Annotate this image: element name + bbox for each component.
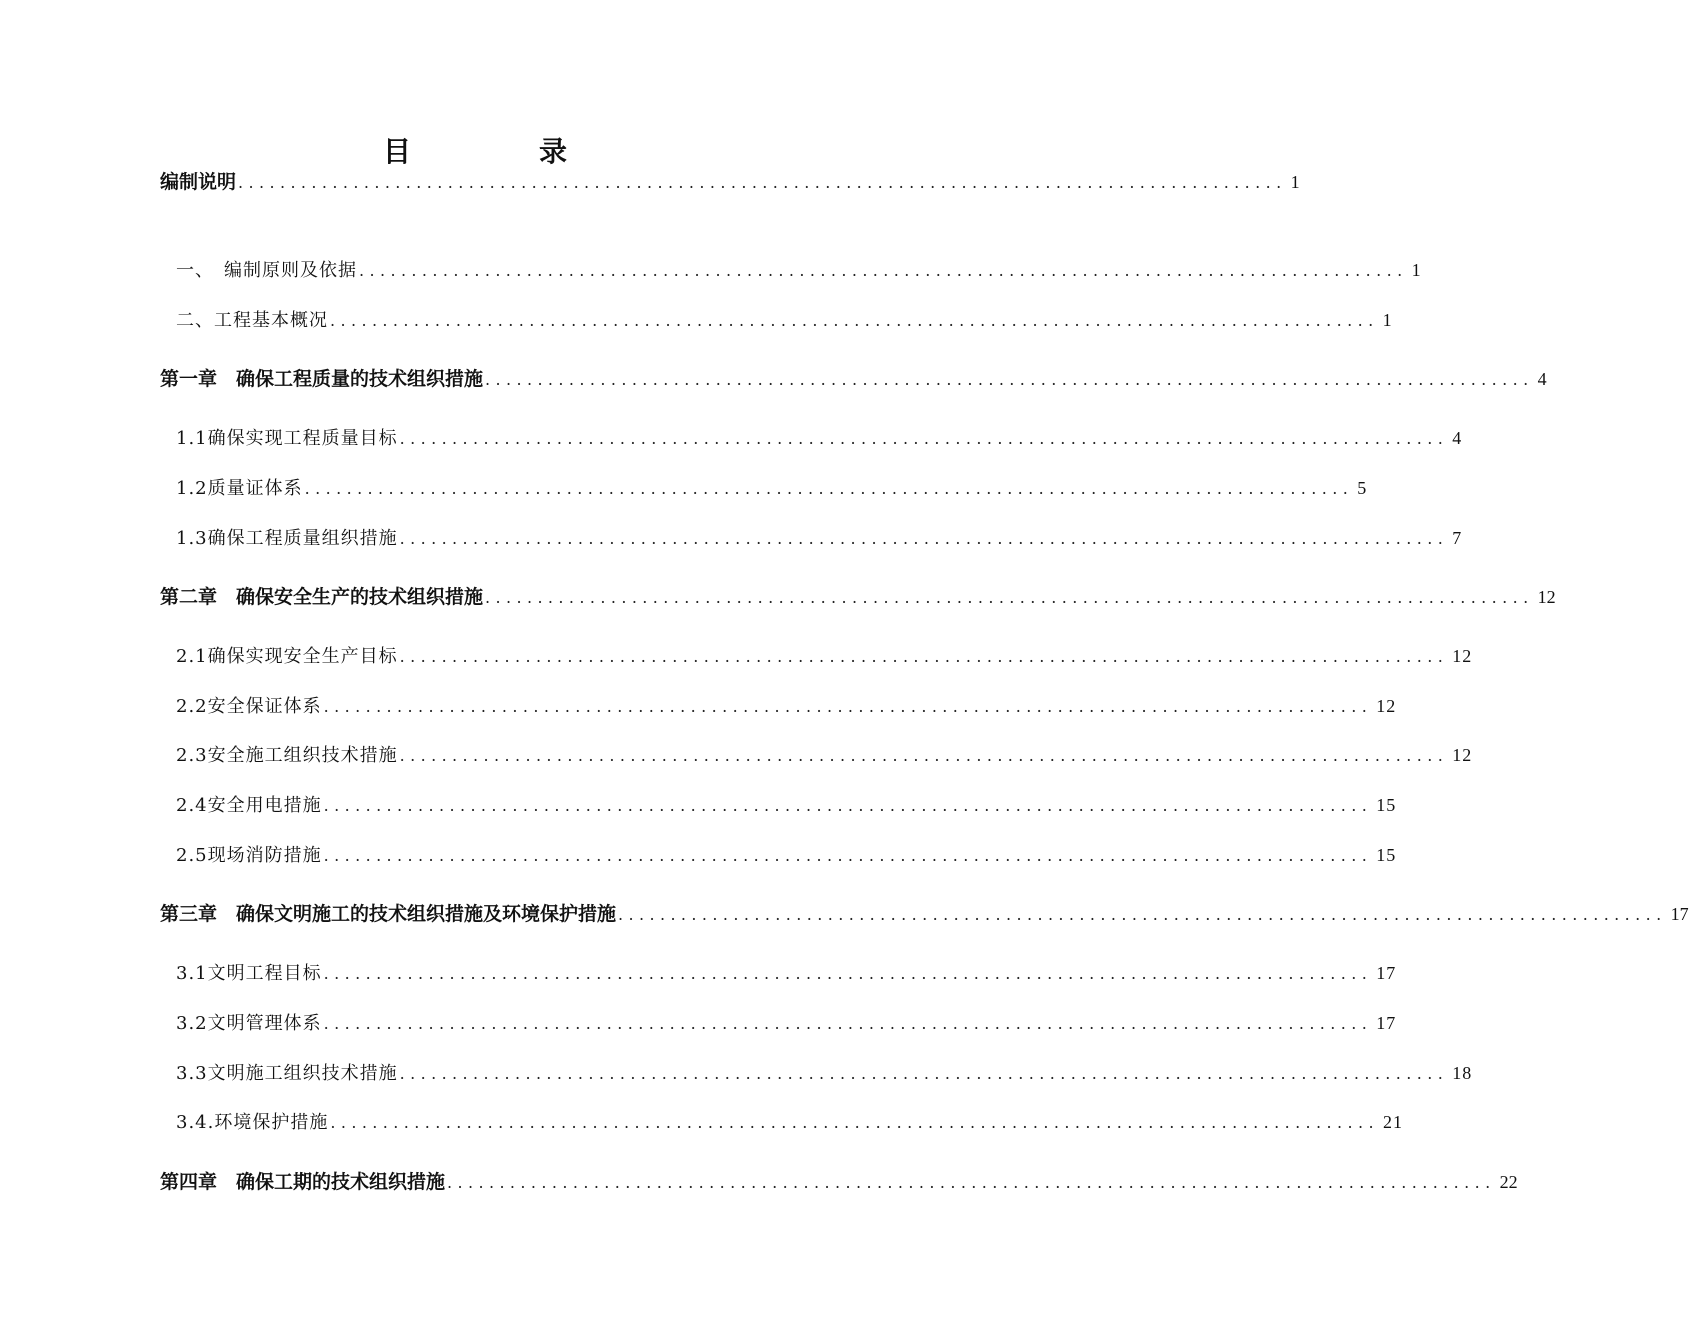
toc-dot-leader: .................................................................................................... (238, 173, 1287, 192)
toc-dot-leader: .................................................................................................... (330, 311, 1379, 330)
toc-dot-leader: .................................................................................................... (304, 479, 1354, 498)
toc-dot-leader: .................................................................................................... (485, 588, 1534, 607)
toc-dot-leader: .................................................................................................... (323, 697, 1373, 716)
toc-entry-label: 3.2文明管理体系 (176, 1013, 322, 1034)
toc-entry[interactable] (176, 474, 1368, 502)
toc-entry[interactable] (176, 1108, 1403, 1136)
toc-page-number: 12 (1452, 646, 1473, 666)
toc-entry[interactable] (176, 424, 1463, 452)
toc-entry-label: 2.3安全施工组织技术措施 (176, 745, 398, 766)
toc-entry[interactable] (176, 306, 1393, 334)
toc-page-number: 17 (1376, 1013, 1397, 1033)
toc-entry-label: 2.1确保实现安全生产目标 (176, 646, 398, 667)
toc-page-number: 1 (1411, 260, 1422, 280)
toc-entry-label: 二、工程基本概况 (176, 310, 328, 331)
toc-entry-label: 3.3文明施工组织技术措施 (176, 1063, 398, 1084)
toc-dot-leader: .................................................................................................... (399, 529, 1449, 548)
toc-entry[interactable] (160, 168, 1300, 196)
toc-dot-leader: .................................................................................................... (330, 1113, 1379, 1132)
toc-entry-label: 第二章 确保安全生产的技术组织措施 (160, 586, 484, 608)
toc-entry[interactable] (176, 791, 1397, 819)
toc-entry[interactable] (160, 1168, 1518, 1196)
toc-title: 目 录 (382, 135, 617, 168)
toc-page-number: 1 (1382, 310, 1393, 330)
toc-entry[interactable] (176, 256, 1422, 284)
toc-dot-leader: .................................................................................................... (618, 905, 1667, 924)
toc-dot-leader: .................................................................................................... (323, 846, 1373, 865)
toc-entry[interactable] (176, 841, 1397, 869)
toc-entry-label: 编制说明 (160, 171, 237, 193)
toc-page-number: 22 (1499, 1172, 1518, 1192)
toc-entry-label: 3.1文明工程目标 (176, 963, 322, 984)
toc-dot-leader: .................................................................................................... (447, 1173, 1496, 1192)
toc-entry-label: 1.3确保工程质量组织措施 (176, 528, 398, 549)
toc-entry-label: 1.1确保实现工程质量目标 (176, 428, 398, 449)
toc-entry[interactable] (160, 583, 1556, 611)
toc-entry[interactable] (176, 741, 1473, 769)
toc-entry[interactable] (176, 1059, 1473, 1087)
toc-page-number: 7 (1452, 528, 1463, 548)
toc-dot-leader: .................................................................................................... (399, 1064, 1449, 1083)
toc-page-number: 15 (1376, 845, 1397, 865)
toc-entry[interactable] (176, 642, 1473, 670)
toc-entry-label: 一、 编制原则及依据 (176, 260, 357, 281)
toc-entry-label: 1.2质量证体系 (176, 478, 303, 499)
toc-dot-leader: .................................................................................................... (323, 796, 1373, 815)
toc-dot-leader: .................................................................................................... (485, 370, 1534, 389)
toc-dot-leader: .................................................................................................... (323, 964, 1373, 983)
toc-page-number: 1 (1290, 172, 1300, 192)
toc-entry-label: 2.2安全保证体系 (176, 696, 322, 717)
toc-page-number: 15 (1376, 795, 1397, 815)
toc-page-number: 17 (1670, 904, 1689, 924)
toc-page-number: 12 (1452, 745, 1473, 765)
toc-entry-label: 第一章 确保工程质量的技术组织措施 (160, 368, 484, 390)
toc-dot-leader: .................................................................................................... (323, 1014, 1373, 1033)
toc-entry[interactable] (176, 692, 1397, 720)
toc-entry-label: 第四章 确保工期的技术组织措施 (160, 1171, 446, 1193)
toc-dot-leader: .................................................................................................... (399, 746, 1449, 765)
toc-dot-leader: .................................................................................................... (399, 429, 1449, 448)
toc-page-number: 17 (1376, 963, 1397, 983)
toc-page-number: 5 (1357, 478, 1368, 498)
toc-entry-label: 第三章 确保文明施工的技术组织措施及环境保护措施 (160, 903, 617, 925)
toc-page-number: 12 (1537, 587, 1556, 607)
toc-entry[interactable] (160, 900, 1689, 928)
toc-entry-label: 2.5现场消防措施 (176, 845, 322, 866)
toc-page-number: 18 (1452, 1063, 1473, 1083)
toc-page-number: 4 (1452, 428, 1463, 448)
toc-page-number: 4 (1537, 369, 1547, 389)
toc-dot-leader: .................................................................................................... (399, 647, 1449, 666)
toc-entry-label: 3.4.环境保护措施 (176, 1112, 329, 1133)
toc-entry[interactable] (160, 365, 1547, 393)
toc-entry[interactable] (176, 1009, 1397, 1037)
toc-entry[interactable] (176, 959, 1397, 987)
toc-entry[interactable] (176, 524, 1463, 552)
toc-page-number: 12 (1376, 696, 1397, 716)
toc-dot-leader: .................................................................................................... (359, 261, 1408, 280)
toc-entry-label: 2.4安全用电措施 (176, 795, 322, 816)
toc-page-number: 21 (1382, 1112, 1403, 1132)
